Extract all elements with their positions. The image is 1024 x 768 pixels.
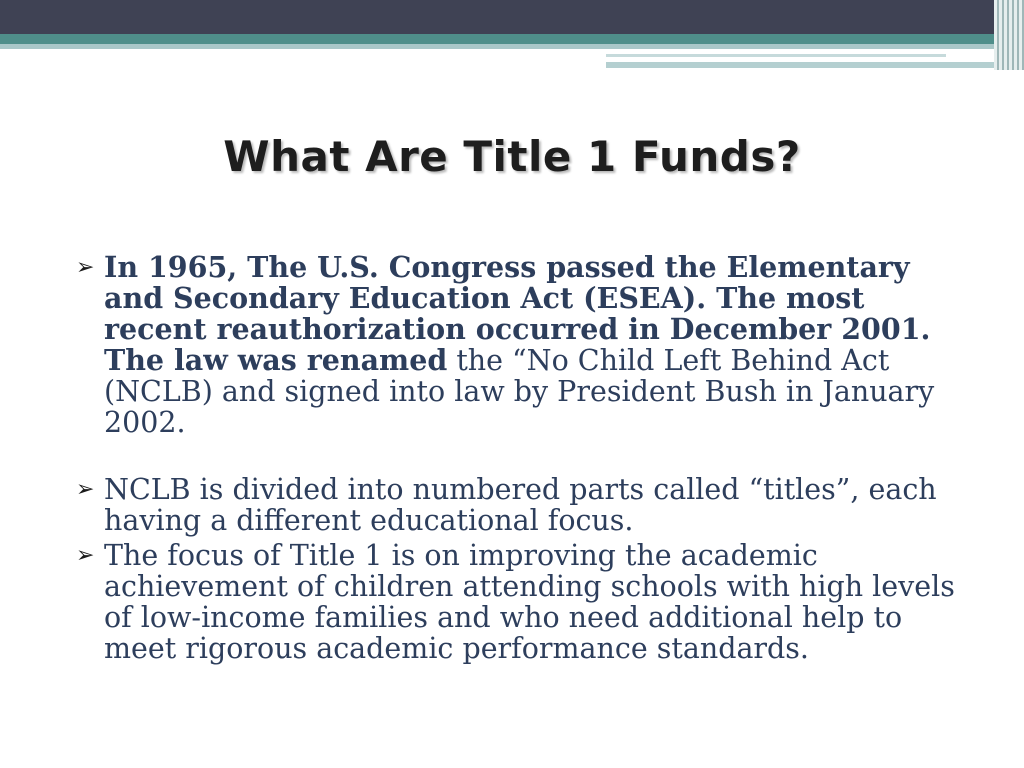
bullet-item [76, 474, 966, 536]
bullet-text: the “No Child Left Behind Act (NCLB) and signed into law by President Bush in January 2002. [104, 344, 935, 439]
header-bar-light [0, 44, 1000, 49]
header-accent-line [606, 54, 946, 57]
bullet-list [76, 252, 966, 668]
bullet-text: NCLB is divided into numbered parts called “titles”, each having a different educational focus. [104, 473, 937, 537]
arrow-bullet-icon: ➢ [76, 543, 95, 568]
arrow-bullet-icon: ➢ [76, 477, 95, 502]
bullet-item [76, 540, 966, 664]
slide-title: What Are Title 1 Funds? [223, 132, 801, 181]
header-bar-teal [0, 34, 1024, 44]
header-accent-line [606, 62, 1006, 68]
arrow-bullet-icon: ➢ [76, 255, 95, 280]
bullet-item [76, 252, 966, 470]
bullet-bold-text: In 1965, The U.S. Congress passed the Elementary and Secondary Education Act (ESEA). The most recent reauthorization occurred in December 2001. The law was renamed [104, 250, 931, 377]
bullet-text: The focus of Title 1 is on improving the academic achievement of children attending schools with high levels of low-income families and who need additional help to meet rigorous academic performance standards. [104, 539, 955, 665]
corner-decoration [994, 0, 1024, 70]
header-bar-dark [0, 0, 1024, 34]
